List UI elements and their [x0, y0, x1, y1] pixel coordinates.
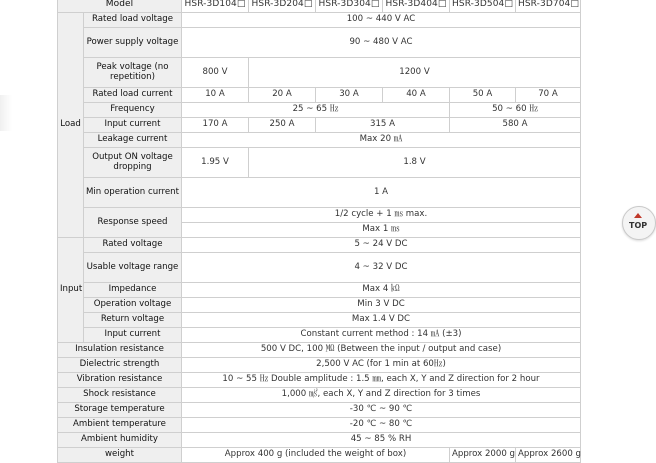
row-min-operation-current	[58, 178, 581, 208]
scroll-to-top-button[interactable]	[622, 206, 656, 240]
header-row	[58, 0, 581, 13]
row-impedance	[58, 283, 581, 298]
label-rated-load-voltage: Rated load voltage	[84, 13, 182, 28]
label-return-voltage: Return voltage	[84, 313, 182, 328]
label-rated-voltage: Rated voltage	[84, 238, 182, 253]
value-frequency-1: 25 ~ 65 ㎐	[182, 103, 450, 118]
value-rated-voltage: 5 ~ 24 V DC	[182, 238, 581, 253]
scroll-to-top-label: TOP	[629, 221, 648, 230]
value-storage-temperature: -30 ℃ ~ 90 ℃	[182, 403, 581, 418]
row-operation-voltage	[58, 298, 581, 313]
model-col-1: HSR-3D104□	[182, 0, 249, 13]
model-col-3: HSR-3D304□	[316, 0, 383, 13]
value-weight-2: Approx 2000 g	[450, 448, 516, 463]
label-storage-temperature: Storage temperature	[58, 403, 182, 418]
value-rated-load-current-6: 70 A	[516, 88, 581, 103]
value-input-current-4: 580 A	[450, 118, 581, 133]
arrow-up-icon	[634, 213, 642, 218]
row-power-supply-voltage	[58, 28, 581, 58]
label-shock-resistance: Shock resistance	[58, 388, 182, 403]
value-peak-voltage-1: 800 V	[182, 58, 249, 88]
row-ambient-humidity	[58, 433, 581, 448]
value-weight-3: Approx 2600 g	[516, 448, 581, 463]
value-weight-1: Approx 400 g (included the weight of box)	[182, 448, 450, 463]
value-rated-load-current-5: 50 A	[450, 88, 516, 103]
value-input-current-1: 170 A	[182, 118, 249, 133]
value-peak-voltage-2: 1200 V	[249, 58, 581, 88]
row-frequency	[58, 103, 581, 118]
model-col-6: HSR-3D704□	[516, 0, 581, 13]
value-output-on-voltage-1: 1.95 V	[182, 148, 249, 178]
value-dielectric-strength: 2,500 V AC (for 1 min at 60㎐)	[182, 358, 581, 373]
value-min-operation-current: 1 A	[182, 178, 581, 208]
row-output-on-voltage	[58, 148, 581, 178]
row-input-current-load	[58, 118, 581, 133]
row-usable-voltage-range	[58, 253, 581, 283]
label-peak-voltage: Peak voltage (no repetition)	[84, 58, 182, 88]
group-input: Input	[58, 238, 84, 343]
value-input-current-input: Constant current method : 14 ㎃ (±3)	[182, 328, 581, 343]
value-frequency-2: 50 ~ 60 ㎐	[450, 103, 581, 118]
label-input-current-input: Input current	[84, 328, 182, 343]
label-ambient-temperature: Ambient temperature	[58, 418, 182, 433]
model-header: Model	[58, 0, 182, 13]
row-rated-load-current	[58, 88, 581, 103]
value-rated-load-current-4: 40 A	[383, 88, 450, 103]
label-output-on-voltage: Output ON voltage dropping	[84, 148, 182, 178]
label-operation-voltage: Operation voltage	[84, 298, 182, 313]
value-rated-load-voltage: 100 ~ 440 V AC	[182, 13, 581, 28]
spec-table	[57, 0, 581, 463]
value-insulation-resistance: 500 V DC, 100 ㏁ (Between the input / output and case)	[182, 343, 581, 358]
model-col-5: HSR-3D504□	[450, 0, 516, 13]
value-leakage-current: Max 20 ㎃	[182, 133, 581, 148]
value-vibration-resistance: 10 ~ 55 ㎐ Double amplitude : 1.5 ㎜, each X, Y and Z direction for 2 hour	[182, 373, 581, 388]
label-rated-load-current: Rated load current	[84, 88, 182, 103]
value-operation-voltage: Min 3 V DC	[182, 298, 581, 313]
label-frequency: Frequency	[84, 103, 182, 118]
value-input-current-2: 250 A	[249, 118, 316, 133]
row-leakage-current	[58, 133, 581, 148]
value-output-on-voltage-2: 1.8 V	[249, 148, 581, 178]
row-peak-voltage	[58, 58, 581, 88]
value-response-speed-1: 1/2 cycle + 1 ㎳ max.	[182, 208, 581, 223]
label-dielectric-strength: Dielectric strength	[58, 358, 182, 373]
label-ambient-humidity: Ambient humidity	[58, 433, 182, 448]
value-rated-load-current-1: 10 A	[182, 88, 249, 103]
label-vibration-resistance: Vibration resistance	[58, 373, 182, 388]
row-ambient-temperature	[58, 418, 581, 433]
row-insulation-resistance	[58, 343, 581, 358]
row-rated-voltage	[58, 238, 581, 253]
row-return-voltage	[58, 313, 581, 328]
model-col-2: HSR-3D204□	[249, 0, 316, 13]
label-response-speed: Response speed	[84, 208, 182, 238]
row-shock-resistance	[58, 388, 581, 403]
label-input-current-load: Input current	[84, 118, 182, 133]
value-rated-load-current-3: 30 A	[316, 88, 383, 103]
row-vibration-resistance	[58, 373, 581, 388]
label-min-operation-current: Min operation current	[84, 178, 182, 208]
row-weight	[58, 448, 581, 463]
value-ambient-humidity: 45 ~ 85 % RH	[182, 433, 581, 448]
label-power-supply-voltage: Power supply voltage	[84, 28, 182, 58]
value-shock-resistance: 1,000 ㎨, each X, Y and Z direction for 3 times	[182, 388, 581, 403]
label-leakage-current: Leakage current	[84, 133, 182, 148]
label-insulation-resistance: Insulation resistance	[58, 343, 182, 358]
row-input-current-input	[58, 328, 581, 343]
group-load: Load	[58, 13, 84, 238]
row-response-speed	[58, 208, 581, 223]
row-dielectric-strength	[58, 358, 581, 373]
value-impedance: Max 4 ㏀	[182, 283, 581, 298]
label-impedance: Impedance	[84, 283, 182, 298]
page-side-shadow	[0, 95, 12, 131]
model-col-4: HSR-3D404□	[383, 0, 450, 13]
label-weight: weight	[58, 448, 182, 463]
value-response-speed-2: Max 1 ㎳	[182, 223, 581, 238]
value-ambient-temperature: -20 ℃ ~ 80 ℃	[182, 418, 581, 433]
value-return-voltage: Max 1.4 V DC	[182, 313, 581, 328]
value-usable-voltage-range: 4 ~ 32 V DC	[182, 253, 581, 283]
value-rated-load-current-2: 20 A	[249, 88, 316, 103]
value-power-supply-voltage: 90 ~ 480 V AC	[182, 28, 581, 58]
label-usable-voltage-range: Usable voltage range	[84, 253, 182, 283]
row-storage-temperature	[58, 403, 581, 418]
row-rated-load-voltage	[58, 13, 581, 28]
value-input-current-3: 315 A	[316, 118, 450, 133]
